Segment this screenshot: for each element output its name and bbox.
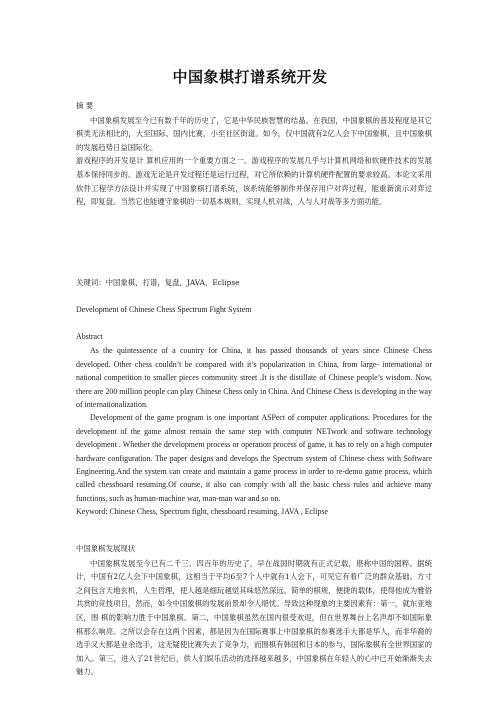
page-title: 中国象棋打谱系统开发 <box>172 68 328 86</box>
keywords-zh: 关键词：中国象棋，打谱，复盘，JAVA，Eclipse <box>76 278 240 287</box>
abstract-zh-para-1: 中国象棋发展至今已有数千年的历史了，它是中华民族智慧的结晶。在我国，中国象棋的普及程度是其它棋类无法相比的，大至国际、国内比赛，小至社区街道。如今，仅中国就有2亿人会下中国象棋，且中国象棋的发展趋势日益国际化。 <box>76 115 432 152</box>
abstract-en-para-1: As the quintessence of a country for China, it has passed thousands of years since Chinese Chess developed. Other chess couldn’t be compared with it’s popularization in China, from large- international or national competition to smaller pieces community street .It is the distillate of Chinese people’s wisdom. Now, there are 200 million people can play Chinese Chess only in China. And Chinese Chess is developing in the way of internationalization. <box>76 346 432 410</box>
abstract-en <box>76 330 432 519</box>
abstract-en-label: Abstract <box>76 332 103 341</box>
section-heading: 中国象棋发展现状 <box>76 544 136 553</box>
abstract-en-para-2: Development of the game program is one important ASPect of computer applications. Procedures for the development of the game almost remain the same step with computer NETwork and software technology development . Whether the development process or operation process of game, it has to rely on a high computer hardware configuration. The paper designs and develops the Spectrum system of Chinese chess with Software Engineering.And the system can create and maintain a game process in order to re-demo game process, which called chessboard resuming.Of course, it also can comply with all the basic chess rules and achieve many functions, such as human-machine war, man-man war and so on. <box>76 413 432 503</box>
section-development-status <box>76 542 432 679</box>
abstract-zh-para-2: 游戏程序的开发是计 算机应用的一个重要方面之一。游戏程序的发展几乎与计算机网络和软硬件技术的发展基本保持同步的。游戏无论是开发过程还是运行过程，对它所依赖的计算机硬件配置的要求较高。本论文采用软件工程学方法设计并实现了中国象棋打谱系统，该系统能够制作并保存用户对弈过程，能重新演示对弈过程，即复盘。当然它也能遵守象棋的一切基本规则，实现人机对战，人与人对战等多方面功能。 <box>76 156 432 207</box>
english-title: Development of Chinese Chess Spectrum Fight System <box>76 305 252 314</box>
abstract-zh-label: 摘 要 <box>76 101 94 110</box>
section-paragraph: 中国象棋发展至今已有二千三、四百年的历史了，早在战国时期就有正式记载，堪称中国的国粹。据统计，中国有2亿人会下中国象棋，这相当于平均6至7个人中就有1人会下，可见它有着广泛的群众基础。方寸之间包含天地玄机，人生哲理，使人越是细玩越觉其味悠然深远。简单的棋规，便捷的载体，使得他成为雅俗共赏的竞技项目，然而，如今中国象棋的发展前景却令人堪忧。导致这种现象的主要因素有：第一，就东亚地区，围 棋的影响力胜于中国象棋。第二，中国象棋虽然在国内很受欢迎，但在世界舞台上名声却不如国际象棋那么响亮。之所以会存在这两个因素，都是因为在国际赛事上中国象棋的参赛选手大都是华人，而非华裔的选手又大都是业余选手，这无疑使比赛失去了竞争力，而围棋有韩国和日本的参与，国际象棋有全世界国家的加入。第三，进入了21世纪后，供人们娱乐活动的选择越来越多，中国象棋在年轻人的心中已开始渐渐失去魅力。 <box>76 558 432 677</box>
abstract-zh <box>76 99 432 209</box>
keywords-en: Keyword: Chinese Chess, Spectrum fight, chessboard resuming, JAVA , Eclipse <box>76 507 328 517</box>
